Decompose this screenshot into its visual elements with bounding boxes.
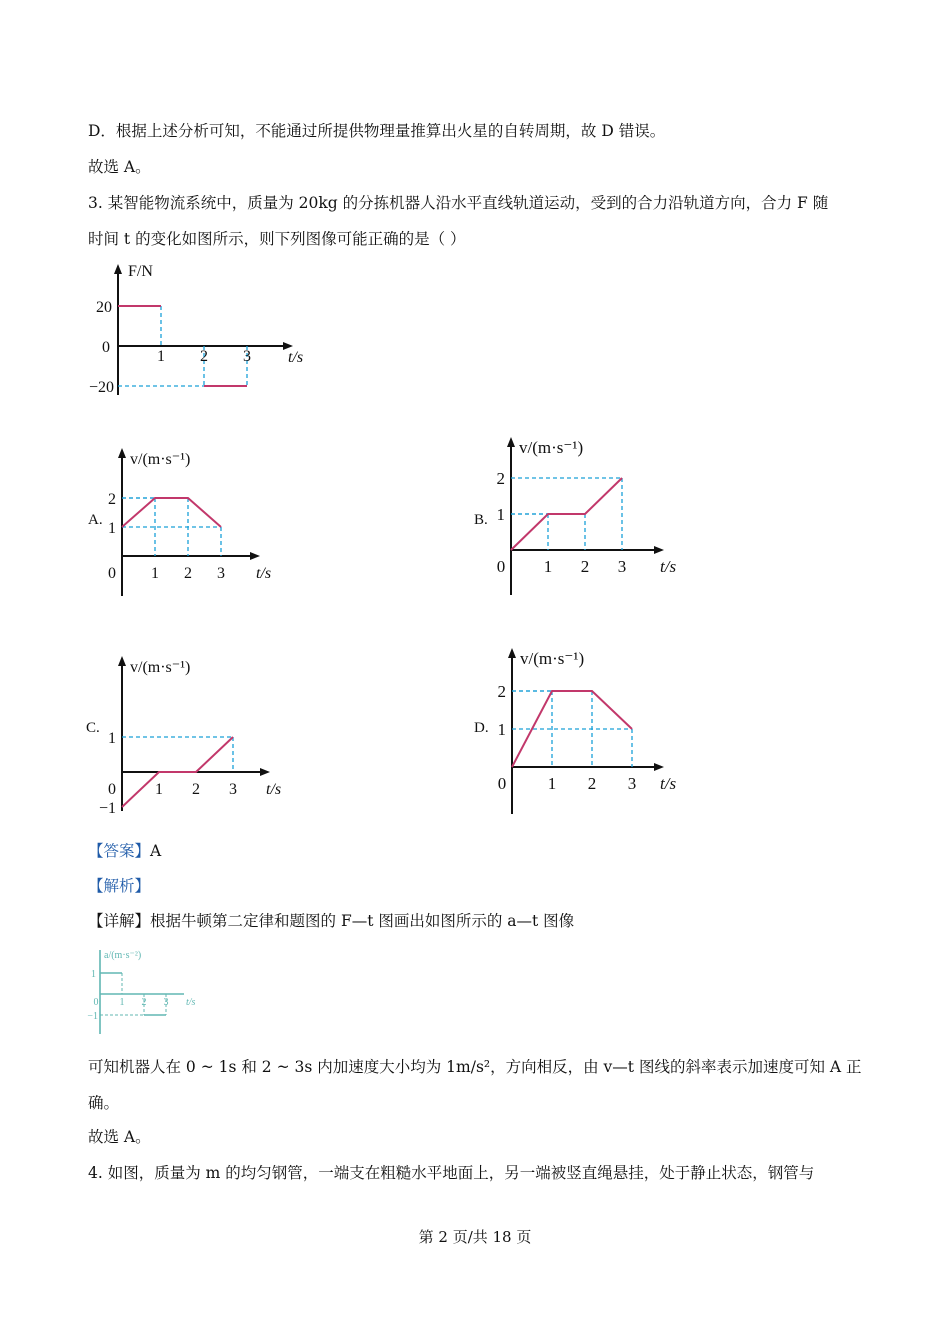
x-tick-label: 3 <box>229 781 237 798</box>
x-tick-label: 2 <box>192 781 200 798</box>
y-tick-label: 2 <box>496 469 505 488</box>
x-tick-label: 0 <box>93 997 99 1008</box>
y-axis-arrow <box>118 656 126 666</box>
option-a-graph <box>100 448 280 598</box>
a-t-graph <box>86 946 216 1036</box>
y-axis-label: v/(m·s⁻¹) <box>519 438 584 457</box>
y-tick-label: 1 <box>108 520 116 537</box>
x-tick-label: 3 <box>627 774 637 793</box>
x-tick-label: 3 <box>617 557 627 576</box>
conclusion-line-1: 可知机器人在 0 ~ 1s 和 2 ~ 3s 内加速度大小均为 1m/s²，方向相反，由 v—t 图线的斜率表示加速度可知 A 正 <box>88 1058 862 1076</box>
detail-text: 根据牛顿第二定律和题图的 F—t 图画出如图所示的 a—t 图像 <box>150 912 575 930</box>
option-c-label[interactable]: C. <box>86 720 100 736</box>
y-axis-arrow <box>507 437 515 447</box>
x-tick-label: 1 <box>151 565 159 582</box>
y-axis-label: v/(m·s⁻¹) <box>130 451 191 468</box>
option-b-graph <box>486 425 686 600</box>
x-tick-label: 0 <box>108 565 116 582</box>
y-axis-label: v/(m·s⁻¹) <box>520 649 585 668</box>
x-tick-label: 2 <box>184 565 192 582</box>
x-axis-label: t/s <box>288 349 304 366</box>
y-tick-label: −1 <box>87 1011 98 1022</box>
option-d-analysis: D．根据上述分析可知，不能通过所提供物理量推算出火星的自转周期，故 D 错误。 <box>88 122 666 140</box>
answer-line <box>88 840 161 862</box>
select-a-text-2: 故选 A。 <box>88 1128 151 1146</box>
x-tick-label: 0 <box>497 774 507 793</box>
x-tick-label: 0 <box>496 557 506 576</box>
y-tick-label: 2 <box>108 491 116 508</box>
x-axis-arrow <box>654 546 664 554</box>
v-t-curve <box>122 498 221 527</box>
y-axis-arrow <box>508 648 516 658</box>
x-tick-label: 3 <box>217 565 225 582</box>
y-tick-label: −20 <box>88 379 114 396</box>
conclusion-line-2: 确。 <box>88 1094 120 1112</box>
y-axis-label: F/N <box>128 263 153 280</box>
y-axis-label: a/(m·s⁻²) <box>104 950 142 961</box>
y-axis-arrow <box>114 264 122 274</box>
x-tick-label: 2 <box>141 997 147 1008</box>
page-footer: 第 2 页/共 18 页 <box>418 1228 532 1246</box>
question-4-line-1: 4. 如图，质量为 m 的均匀钢管，一端支在粗糙水平地面上，另一端被竖直绳悬挂，处于静止状态，钢管与 <box>88 1164 815 1182</box>
option-c-graph <box>98 656 284 817</box>
x-axis-arrow <box>260 768 270 776</box>
x-axis-arrow <box>250 552 260 560</box>
x-tick-label: 2 <box>587 774 597 793</box>
x-axis-label: t/s <box>660 774 677 793</box>
x-tick-label: 1 <box>119 997 125 1008</box>
x-tick-label: 3 <box>163 997 169 1008</box>
x-tick-label: 1 <box>543 557 553 576</box>
y-tick-label: 20 <box>96 299 112 316</box>
x-tick-label: 1 <box>155 781 163 798</box>
x-tick-label: 1 <box>157 348 165 365</box>
option-d-label[interactable]: D. <box>474 720 489 736</box>
answer-value: A <box>150 842 162 860</box>
option-d-graph <box>486 636 686 816</box>
option-a-label[interactable]: A. <box>88 512 103 528</box>
x-tick-label: 1 <box>547 774 557 793</box>
y-tick-label: 1 <box>91 969 96 980</box>
y-tick-label: 1 <box>496 505 505 524</box>
option-b-label[interactable]: B. <box>474 512 488 528</box>
detail-line <box>88 910 574 932</box>
answer-tag: 【答案】 <box>88 842 151 860</box>
x-tick-label: 2 <box>580 557 590 576</box>
y-axis-label: v/(m·s⁻¹) <box>130 659 191 676</box>
detail-tag: 【详解】 <box>88 912 151 930</box>
y-axis-arrow <box>118 448 126 458</box>
x-axis-arrow <box>654 763 664 771</box>
y-tick-label: 0 <box>102 339 110 356</box>
x-axis-label: t/s <box>266 781 282 798</box>
y-tick-label: 1 <box>108 730 116 747</box>
question-3-line-1: 3. 某智能物流系统中，质量为 20kg 的分拣机器人沿水平直线轨道运动，受到的合力沿轨道方向，合力 F 随 <box>88 194 829 212</box>
x-tick-label: 0 <box>108 781 116 798</box>
y-tick-label: 2 <box>497 682 506 701</box>
x-tick-label: 2 <box>200 348 208 365</box>
question-3-line-2: 时间 t 的变化如图所示，则下列图像可能正确的是（ ） <box>88 230 466 248</box>
y-tick-label: 1 <box>497 720 506 739</box>
x-axis-label: t/s <box>256 565 272 582</box>
f-t-graph <box>80 260 320 400</box>
x-axis-label: t/s <box>186 997 196 1008</box>
y-tick-label: −1 <box>98 800 116 817</box>
x-tick-label: 3 <box>243 348 251 365</box>
select-a-text: 故选 A。 <box>88 158 151 176</box>
analysis-tag: 【解析】 <box>88 877 151 895</box>
x-axis-label: t/s <box>660 557 677 576</box>
